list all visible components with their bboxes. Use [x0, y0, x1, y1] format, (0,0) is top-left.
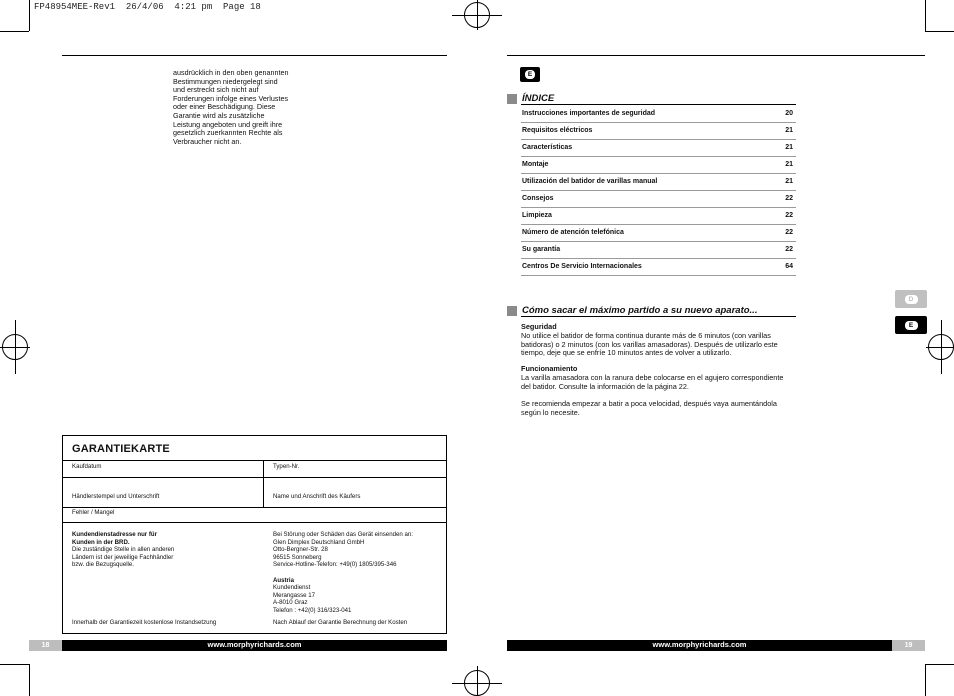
- text-line: 96515 Sonneberg: [273, 553, 322, 561]
- card-divider: [62, 507, 447, 508]
- print-slug: FP48954MEE-Rev1 26/4/06 4:21 pm Page 18: [34, 2, 261, 12]
- card-divider: [62, 477, 447, 478]
- tab-e-label: E: [905, 321, 918, 330]
- toc-label: Su garantía: [522, 246, 561, 253]
- crop-mark: [925, 0, 926, 31]
- warranty-text: [173, 69, 308, 146]
- header-rule-right: [507, 55, 925, 56]
- toc-page: 22: [785, 195, 793, 202]
- text-line: Se recomienda empezar a batir a poca velocidad, después vaya aumentándola: [521, 399, 777, 409]
- text-line: Verbraucher nicht an.: [173, 136, 242, 146]
- language-badge: [520, 67, 540, 82]
- crop-mark: [925, 664, 954, 665]
- stoerung-block: [273, 531, 443, 615]
- toc-label: Limpieza: [522, 212, 552, 219]
- section-marker: [507, 306, 517, 316]
- footer-url-right[interactable]: www.morphyrichards.com: [652, 640, 747, 649]
- text-line: del batidor. Consulte la información de la página 22.: [521, 381, 689, 391]
- seguridad-block: [521, 323, 796, 358]
- text-line: gesetzlich zuerkannten Rechte als: [173, 128, 283, 138]
- typen-nr-field[interactable]: Typen-Nr.: [273, 463, 300, 470]
- toc-row[interactable]: [521, 242, 796, 259]
- index-title: ÍNDICE: [522, 93, 555, 104]
- crop-mark: [0, 31, 29, 32]
- kundendienst-block: [72, 531, 257, 569]
- nach-ablauf-text: Nach Ablauf der Garantie Berechnung der Kosten: [273, 619, 408, 626]
- toc-page: 22: [785, 212, 793, 219]
- text-line: No utilice el batidor de forma continua durante más de 6 minutos (con varillas: [521, 330, 771, 340]
- toc-page: 64: [785, 263, 793, 270]
- innerhalb-text: Innerhalb der Garantiezeit kostenlose Instandsetzung: [72, 619, 217, 626]
- toc-label: Instrucciones importantes de seguridad: [522, 110, 656, 117]
- toc-row[interactable]: [521, 225, 796, 242]
- card-divider: [62, 522, 447, 523]
- toc-row[interactable]: [521, 191, 796, 208]
- crop-mark: [29, 0, 30, 31]
- crop-mark: [29, 664, 30, 696]
- crop-mark: [0, 664, 29, 665]
- kaufdatum-field[interactable]: Kaufdatum: [72, 463, 102, 470]
- index-rule: [521, 104, 796, 105]
- kunden-title: Kundendienstadresse nur für: [72, 531, 157, 538]
- section-marker: [507, 94, 517, 104]
- section-rule: [521, 316, 796, 317]
- card-column-divider: [263, 460, 264, 507]
- text-line: Ländern ist der jeweilige Fachhändler: [72, 553, 174, 561]
- toc-page: 21: [785, 127, 793, 134]
- kunden-title: Kunden in der BRD.: [72, 538, 130, 546]
- toc-label: Características: [522, 144, 573, 151]
- text-line: Garantie wird als zusätzliche: [173, 110, 265, 120]
- text-line: según lo necesite.: [521, 407, 580, 417]
- text-line: Leistung angeboten und greift ihre: [173, 119, 283, 129]
- text-line: Kundendienst: [273, 584, 311, 592]
- header-rule-left: [62, 55, 447, 56]
- text-line: Glen Dimplex Deutschland GmbH: [273, 538, 365, 546]
- toc-page: 20: [785, 110, 793, 117]
- austria-title: Austria: [273, 576, 294, 584]
- funcionamiento-block: [521, 365, 796, 418]
- page-number-right: 19: [892, 640, 925, 651]
- toc-row[interactable]: [521, 123, 796, 140]
- text-line: Telefon : +42(0) 316/323-041: [273, 606, 352, 614]
- tab-d[interactable]: [895, 290, 927, 308]
- toc-row[interactable]: [521, 140, 796, 157]
- text-line: Die zuständige Stelle in allen anderen: [72, 546, 175, 554]
- toc-label: Centros De Servicio Internacionales: [522, 263, 642, 270]
- text-line: Merangasse 17: [273, 591, 316, 599]
- toc-row[interactable]: [521, 208, 796, 225]
- toc-page: 22: [785, 246, 793, 253]
- text-line: und erstreckt sich nicht auf: [173, 85, 259, 95]
- text-line: ausdrücklich in den oben genannten: [173, 68, 289, 77]
- toc-page: 21: [785, 178, 793, 185]
- fehler-field[interactable]: Fehler / Mangel: [72, 509, 115, 516]
- text-line: Service-Hotline-Telefon: +49(0) 1805/395-346: [273, 561, 397, 569]
- toc-page: 22: [785, 229, 793, 236]
- crop-mark: [925, 664, 926, 696]
- warranty-card-title: GARANTIEKARTE: [72, 443, 170, 455]
- text-line: La varilla amasadora con la ranura debe colocarse en el agujero correspondiente: [521, 372, 784, 382]
- tab-d-label: D: [905, 295, 918, 304]
- text-line: Forderungen infolge eines Verlustes: [173, 93, 289, 103]
- section-title: Cómo sacar el máximo partido a su nuevo aparato...: [522, 305, 758, 316]
- toc-row[interactable]: [521, 106, 796, 123]
- toc-page: 21: [785, 144, 793, 151]
- seguridad-title: Seguridad: [521, 322, 557, 331]
- haendlerstempel-field[interactable]: Händlerstempel und Unterschrift: [72, 493, 160, 500]
- text-line: oder einer Beschädigung. Diese: [173, 102, 276, 112]
- text-line: Otto-Bergner-Str. 28: [273, 546, 328, 554]
- card-divider: [62, 460, 447, 461]
- toc-row[interactable]: [521, 157, 796, 174]
- toc-row[interactable]: [521, 174, 796, 191]
- tab-e[interactable]: [895, 316, 927, 334]
- text-line: Bestimmungen niedergelegt sind: [173, 76, 278, 86]
- text-line: tiempo, deje que se enfríe 10 minutos antes de volver a utilizarlo.: [521, 348, 732, 358]
- name-anschrift-field[interactable]: Name und Anschrift des Käufers: [273, 493, 361, 500]
- text-line: Bei Störung oder Schäden das Gerät einsenden an:: [273, 531, 413, 538]
- funcionamiento-title: Funcionamiento: [521, 364, 578, 373]
- footer-url-left[interactable]: www.morphyrichards.com: [207, 640, 302, 649]
- language-badge-label: E: [525, 70, 535, 79]
- toc-row[interactable]: [521, 259, 796, 276]
- toc-label: Número de atención telefónica: [522, 229, 624, 236]
- toc-page: 21: [785, 161, 793, 168]
- crop-mark: [925, 31, 954, 32]
- text-line: batidoras) o 2 minutos (con los varillas amasadoras). Después de utilizarlo este: [521, 339, 778, 349]
- page-number-left: 18: [29, 640, 62, 651]
- toc-label: Montaje: [522, 161, 549, 168]
- toc-label: Utilización del batidor de varillas manual: [522, 178, 658, 185]
- toc-label: Requisitos eléctricos: [522, 127, 593, 134]
- toc-label: Consejos: [522, 195, 554, 202]
- text-line: bzw. die Bezugsquelle.: [72, 561, 134, 569]
- text-line: A-8010 Graz: [273, 599, 308, 607]
